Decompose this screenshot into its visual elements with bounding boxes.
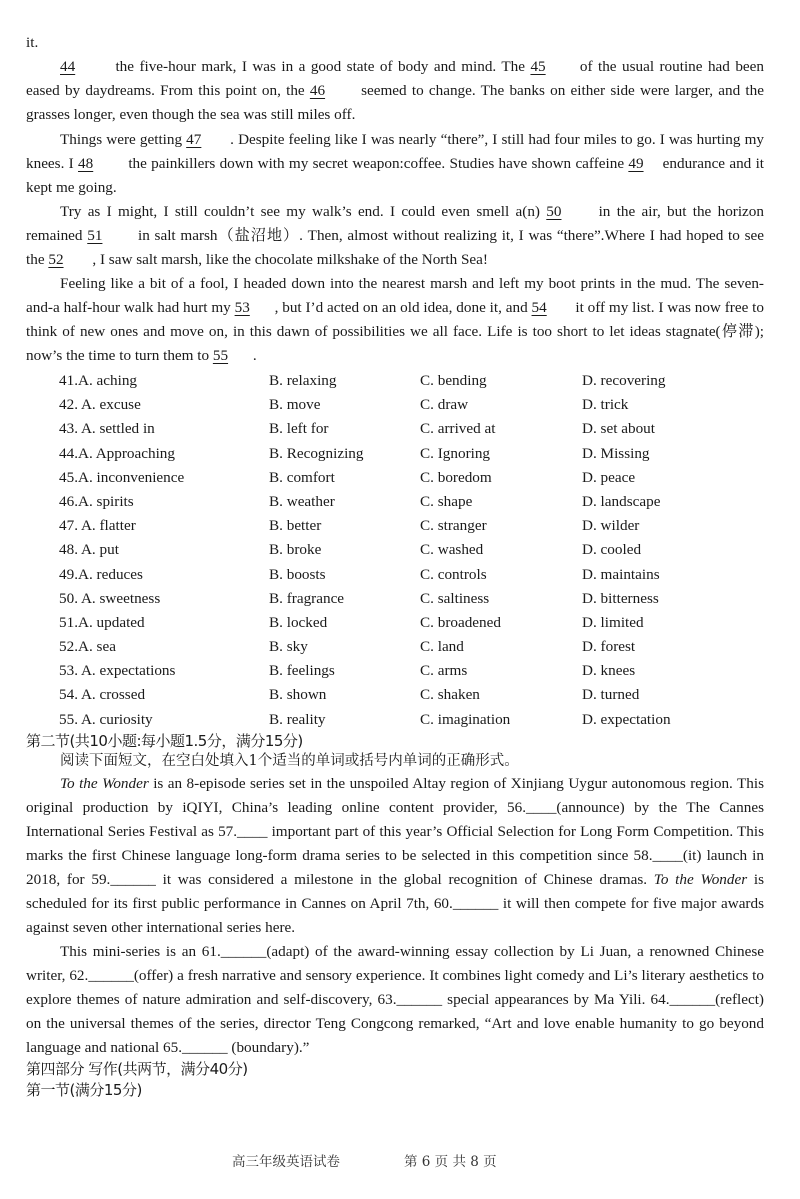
option-row-43: 43. A. settled in B. left for C. arrived at D. set about: [59, 420, 655, 438]
passage-fragment: it.: [26, 34, 39, 51]
option-row-52: 52.A. sea B. sky C. land D. forest: [59, 638, 636, 656]
passage-paragraph-2: Things were getting 47 . Despite feeling like I was nearly “there”, I still had four miles to go. I was hurting my knees. I 48 the painkillers down with my secret weapon:coffee. Studies have shown caffeine 49 endurance and it kept me going.: [26, 128, 764, 200]
blank-47: 47: [186, 131, 202, 148]
option-row-49: 49.A. reduces B. boosts C. controls D. maintains: [59, 565, 660, 583]
blank-52: 52: [48, 251, 64, 268]
blank-49: 49: [628, 155, 644, 172]
blank-48: 48: [78, 155, 94, 172]
footer-page-info: 第 6 页 共 8 页: [404, 1154, 497, 1170]
option-row-50: 50. A. sweetness B. fragrance C. saltiness D. bitterness: [59, 589, 659, 607]
passage-paragraph-1: 44 the five-hour mark, I was in a good state of body and mind. The 45 of the usual routine had been eased by daydreams. From this point on, the 46 seemed to change. The banks on either side were larger, and the grasses longer, even though the sea was still miles off.: [26, 55, 764, 127]
blank-54: 54: [531, 299, 547, 316]
part-4-section-1-heading: 第一节(满分15分): [26, 1081, 142, 1099]
option-row-54: 54. A. crossed B. shown C. shaken D. turned: [59, 686, 640, 704]
blank-44: 44: [60, 58, 76, 75]
passage-paragraph-3: Try as I might, I still couldn’t see my walk’s end. I could even smell a(n) 50 in the air, but the horizon remained 51 in salt marsh（盐沼地）. Then, almost without realizing it, I was “there”.Where I had hoped to see the 52 , I saw salt marsh, like the chocolate milkshake of the North Sea!: [26, 200, 764, 272]
blank-46: 46: [309, 82, 326, 99]
option-row-48: 48. A. put B. broke C. washed D. cooled: [59, 541, 642, 559]
section-2-heading: 第二节(共10小题:每小题1.5分，满分15分): [26, 732, 303, 750]
section-2-paragraph-2: This mini-series is an 61.______(adapt) of the award-winning essay collection by Li Juan, a renowned Chinese writer, 62.______(offer) a fresh narrative and sensory experience. It combines light comedy and Li’s literary aesthetics to explore themes of nature admiration and self-discovery, 63.______ special appearances by Ma Yili. 64.______(reflect) on the universal themes of the series, director Teng Congcong remarked, “Art and love enable humanity to go beyond language and national 65.______ (boundary).”: [26, 943, 764, 1056]
option-row-41: 41.A. aching B. relaxing C. bending D. recovering: [59, 372, 666, 389]
option-row-46: 46.A. spirits B. weather C. shape D. landscape: [59, 492, 661, 510]
answer-options: [0, 369, 800, 732]
section-2-instruction: 阅读下面短文，在空白处填入1个适当的单词或括号内单词的正确形式。: [60, 753, 519, 769]
blank-55: 55: [212, 347, 229, 364]
series-title: To the Wonder: [653, 871, 748, 888]
part-4-heading: 第四部分 写作(共两节，满分40分): [26, 1060, 248, 1078]
option-row-55: 55. A. curiosity B. reality C. imagination D. expectation: [59, 710, 671, 728]
option-row-42: 42. A. excuse B. move C. draw D. trick: [59, 396, 629, 414]
option-row-47: 47. A. flatter B. better C. stranger D. wilder: [59, 517, 640, 535]
blank-53: 53: [234, 299, 250, 316]
option-row-45: 45.A. inconvenience B. comfort C. boredom D. peace: [59, 468, 636, 486]
option-row-44: 44.A. Approaching B. Recognizing C. Ignoring D. Missing: [59, 444, 650, 462]
option-row-53: 53. A. expectations B. feelings C. arms D. knees: [59, 662, 636, 680]
blank-50: 50: [546, 203, 562, 220]
footer-exam-name: 高三年级英语试卷: [232, 1154, 340, 1170]
series-title: To the Wonder: [60, 775, 149, 792]
option-row-51: 51.A. updated B. locked C. broadened D. limited: [59, 613, 644, 631]
passage-paragraph-4: Feeling like a bit of a fool, I headed down into the nearest marsh and left my boot prints in the mud. The seven-and-a half-hour walk had hurt my 53 , but I’d acted on an old idea, done it, and 54 it off my list. I was now free to think of new ones and move on, in this dawn of possibilities we all face. Life is too short to let ideas stagnate(停滞); now’s the time to turn them to 55 .: [26, 272, 764, 368]
blank-45: 45: [530, 58, 546, 75]
blank-51: 51: [87, 227, 103, 244]
section-2-paragraph-1: To the Wonder is an 8-episode series set in the unspoiled Altay region of Xinjiang Uygur autonomous region. This original production by iQIYI, China’s leading online content provider, 56.____(announce) by the The Cannes International Series Festival as 57.____ important part of this year’s Official Selection for Long Form Competition. This marks the first Chinese language long-form drama series to be selected in this competition since 58.____(it) launch in 2018, for 59.______ it was considered a milestone in the global recognition of Chinese dramas. To the Wonder is scheduled for its first public performance in Cannes on April 7th, 60.______ it will then compete for five major awards against seven other international series here.: [26, 775, 765, 936]
